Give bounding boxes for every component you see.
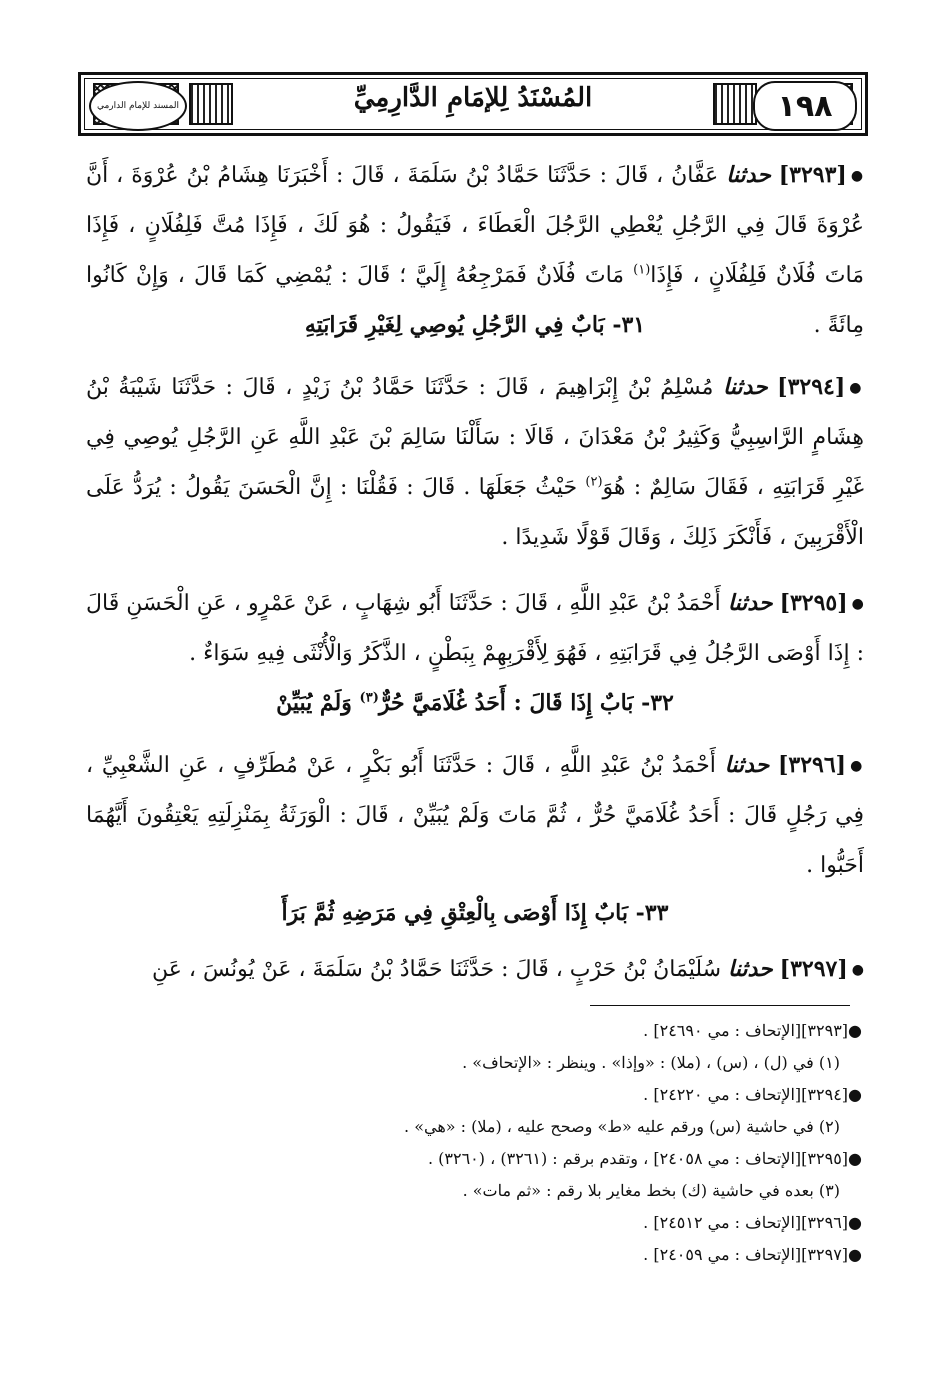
footnote-line: (٣) بعده في حاشية (ك) بخط مغاير بلا رقم : «ثم مات» . (462, 1181, 840, 1200)
footnote-line: ●[٣٢٩٧][الإتحاف : مي ٢٤٠٥٩] . (643, 1245, 862, 1264)
hadith-text: أَحْمَدُ بْنُ عَبْدِ اللَّهِ ، قَالَ : حَدَّثَنَا أَبُو شِهَابٍ ، عَنْ عَمْرٍو ، عَنِ الْحَسَنِ قَالَ : إِذَا أَوْصَى الرَّجُلُ فِي قَرَابَتِهِ ، فَهُوَ لِأَقْرَبِهِمْ بِبَطْنٍ ، الذَّكَرُ وَالْأُنْثَى فِيهِ سَوَاءٌ . (86, 591, 864, 666)
medallion-text: المسند للإمام الدارمي (96, 100, 180, 111)
hadith-number: [٣٢٩٤] (777, 374, 846, 400)
haddathana-mark: حدثنا (722, 374, 768, 400)
haddathana-mark: حدثنا (727, 590, 773, 616)
footnote-ref-1: (١) (633, 262, 651, 278)
page-header (78, 72, 868, 136)
hadith-text-cont: حَيْثُ جَعَلَهَا . قَالَ : فَقُلْنَا : إِنَّ الْحَسَنَ يَقُولُ : يُرَدُّ عَلَى الْأَقْرَبِينَ ، فَأَنْكَرَ ذَلِكَ ، وَقَالَ قَوْلًا شَدِيدًا . (86, 475, 864, 550)
hadith-3296 (86, 740, 864, 891)
haddathana-mark: حدثنا (724, 752, 770, 778)
hadith-3294 (86, 362, 864, 563)
chapter-32-heading (86, 690, 864, 716)
footnote-line: ●[٣٢٩٦][الإتحاف : مي ٢٤٥١٢] . (643, 1213, 862, 1232)
hadith-text: عَفَّانُ ، قَالَ : حَدَّثَنَا حَمَّادُ بْنُ سَلَمَةَ ، قَالَ : أَخْبَرَنَا هِشَامُ بْنُ عُرْوَةَ ، أَنَّ عُرْوَةَ قَالَ فِي الرَّجُلِ يُعْطِي الرَّجُلَ الْعَطَاءَ ، فَيَقُولُ : هُوَ لَكَ ، فَإِذَا مُتَّ فَلِفُلَانٍ ، فَإِذَا مَاتَ فُلَانٌ فَلِفُلَانٍ ، فَإِذَا (86, 163, 864, 288)
footnote-line: ●[٣٢٩٣][الإتحاف : مي ٢٤٦٩٠] . (643, 1021, 862, 1040)
bullet-icon: ● (850, 168, 864, 184)
footnote-line: ●[٣٢٩٥][الإتحاف : مي ٢٤٠٥٨] ، وتقدم برقم : (٣٢٦١) ، (٣٢٦٠) . (427, 1149, 862, 1168)
bullet-icon: ● (851, 962, 864, 978)
footnote-ref-2: (٢) (585, 474, 603, 490)
hadith-number: [٣٢٩٦] (777, 752, 847, 778)
footnotes (240, 1015, 862, 1271)
footnote-divider (590, 1005, 850, 1006)
chapter-33-heading: ٣٣- بَابٌ إِذَا أَوْصَى بِالْعِتْقِ فِي مَرَضِهِ ثُمَّ بَرَأَ (281, 900, 669, 926)
footnote-ref-3: (٣) (359, 690, 379, 706)
hadith-text-cont: مَاتَ فُلَانٌ فَمَرْجِعُهُ إِلَيَّ ؛ قَالَ : يُمْضِي كَمَا قَالَ ، وَإِنْ كَانُوا مِائَةً . (86, 263, 864, 338)
page-number: ١٩٨ (753, 81, 857, 131)
bullet-icon: ● (851, 596, 864, 612)
chapter-32-text: ٣٢- بَابٌ إِذَا قَالَ : أَحَدُ غُلَامَيَّ حُرٌّ (378, 690, 674, 716)
hadith-text: أَحْمَدُ بْنُ عَبْدِ اللَّهِ ، قَالَ : حَدَّثَنَا أَبُو بَكْرٍ ، عَنْ مُطَرِّفٍ ، عَنِ الشَّعْبِيِّ ، فِي رَجُلٍ قَالَ : أَحَدُ غُلَامَيَّ حُرٌّ ، ثُمَّ مَاتَ وَلَمْ يُبَيِّنْ ، قَالَ : الْوَرَثَةُ بِمَنْزِلَتِهِ يَعْتِقُونَ أَيَّهُمَا أَحَبُّوا . (86, 753, 864, 878)
bullet-icon: ● (850, 758, 865, 774)
footnote-line: (٢) في حاشية (س) ورقم عليه «ط» وصحح عليه ، (ملا) : «هي» . (404, 1117, 840, 1136)
hadith-number: [٣٢٩٣] (778, 162, 847, 188)
hadith-number: [٣٢٩٧] (779, 956, 848, 982)
footnote-line: ●[٣٢٩٤][الإتحاف : مي ٢٤٢٢٠] . (643, 1085, 862, 1104)
running-title: المُسْنَدُ لِلإمَامِ الدَّارِمِيِّ (353, 83, 593, 113)
haddathana-mark: حدثنا (728, 956, 773, 982)
hadith-text: سُلَيْمَانُ بْنُ حَرْبٍ ، قَالَ : حَدَّثَنَا حَمَّادُ بْنُ سَلَمَةَ ، عَنْ يُونُسَ ، عَنِ (152, 957, 729, 982)
bullet-icon: ● (849, 380, 864, 396)
haddathana-mark: حدثنا (726, 162, 771, 188)
chapter-32-text-cont: وَلَمْ يُبَيِّنْ (276, 690, 360, 716)
hadith-number: [٣٢٩٥] (779, 590, 848, 616)
hadith-text: مُسْلِمُ بْنُ إِبْرَاهِيمَ ، قَالَ : حَدَّثَنَا حَمَّادُ بْنُ زَيْدٍ ، قَالَ : حَدَّثَنَا شَيْبَةُ بْنُ هِشَامٍ الرَّاسِبِيُّ وَكَثِيرُ بْنُ مَعْدَانَ ، قَالَا : سَأَلْنَا سَالِمَ بْنَ عَبْدِ اللَّهِ عَنِ الرَّجُلِ يُوصِي فِي غَيْرِ قَرَابَتِهِ ، فَقَالَ سَالِمٌ : هُوَ (86, 375, 864, 500)
footnote-line: (١) في (ل) ، (س) ، (ملا) : «وإذا» . وينظر : «الإتحاف» . (462, 1053, 840, 1072)
hadith-3297 (86, 944, 864, 995)
chapter-31-heading: ٣١- بَابٌ فِي الرَّجُلِ يُوصِي لِغَيْرِ قَرَابَتِهِ (304, 312, 646, 338)
hadith-3295 (86, 578, 864, 679)
